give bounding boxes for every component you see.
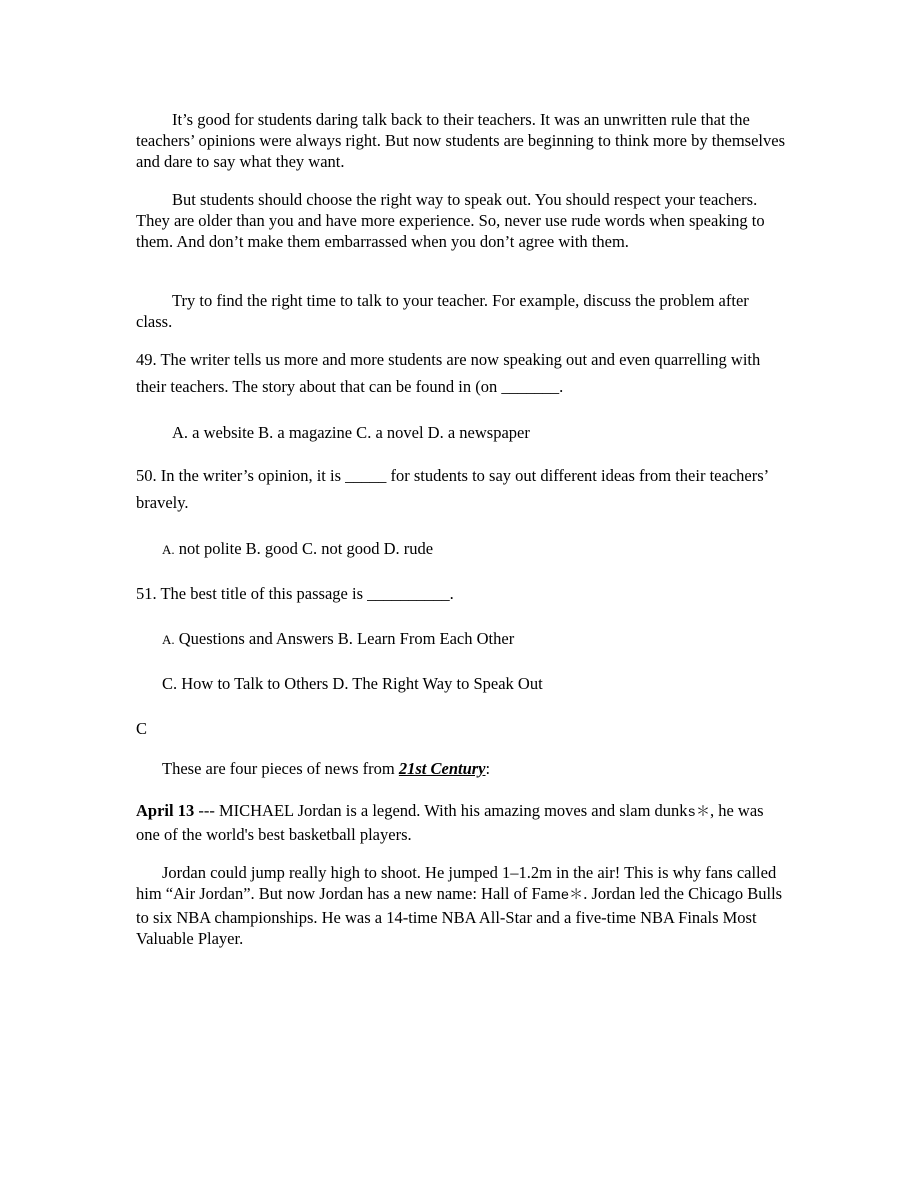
question-51-options-line2: C. How to Talk to Others D. The Right Way to Speak Out [162,674,543,693]
paragraph-3: Try to find the right time to talk to your teacher. For example, discuss the problem after class. [136,291,749,331]
question-51-option-a-letter: A. [162,632,175,647]
section-label: C [136,719,148,738]
news-1-text-part1: --- MICHAEL Jordan is a legend. With his amazing moves and slam dunk [194,801,688,820]
question-51-stem: 51. The best title of this passage is __________. [136,584,454,603]
news-1-text-part2: , he was one of the world's best basketball players. [136,801,764,844]
question-51-options-line1-rest: Questions and Answers B. Learn From Each Other [174,629,515,648]
news-item-1-para-2 [136,862,786,949]
newspaper-name: 21st Century [398,759,486,778]
question-50-options-rest: not polite B. good C. not good D. rude [174,539,434,558]
section-intro [136,758,812,779]
news-1-footnote-mark-1: s＊ [687,805,710,821]
news-1-para2-part1: Jordan could jump really high to shoot. He jumped 1–1.2m in the air! This is why fans called him “Air Jordan”. But now Jordan has a new name: Hall of Fam [136,863,777,903]
section-intro-prefix: These are four pieces of news from [162,759,399,778]
question-50-option-a-letter: A. [162,542,175,557]
section-intro-suffix: : [485,759,491,778]
question-51-options-line1 [136,628,812,650]
paragraph-2: But students should choose the right way to speak out. You should respect your teachers. They are older than you and have more experience. So, never use rude words when speaking to them. And don’t make them embarrassed when you don’t agree with them. [136,190,765,251]
question-50-options [136,538,812,560]
news-1-footnote-mark-2: e＊ [560,888,584,904]
news-item-1-para-1 [136,800,786,845]
news-1-para2-part2: . Jordan led the Chicago Bulls to six NBA championships. He was a 14-time NBA All-Star and a five-time NBA Finals Most Valuable Player. [136,884,783,948]
question-49-options: A. a website B. a magazine C. a novel D. a newspaper [172,423,530,442]
question-49-stem: 49. The writer tells us more and more students are now speaking out and even quarrelling with their teachers. The story about that can be found in (on _______. [136,350,761,396]
paragraph-1: It’s good for students daring talk back to their teachers. It was an unwritten rule that the teachers’ opinions were always right. But now students are beginning to think more by themselves and dare to say what they want. [136,110,786,171]
question-50-stem: 50. In the writer’s opinion, it is _____ for students to say out different ideas from their teachers’ bravely. [136,466,768,512]
news-date: April 13 [136,801,195,820]
